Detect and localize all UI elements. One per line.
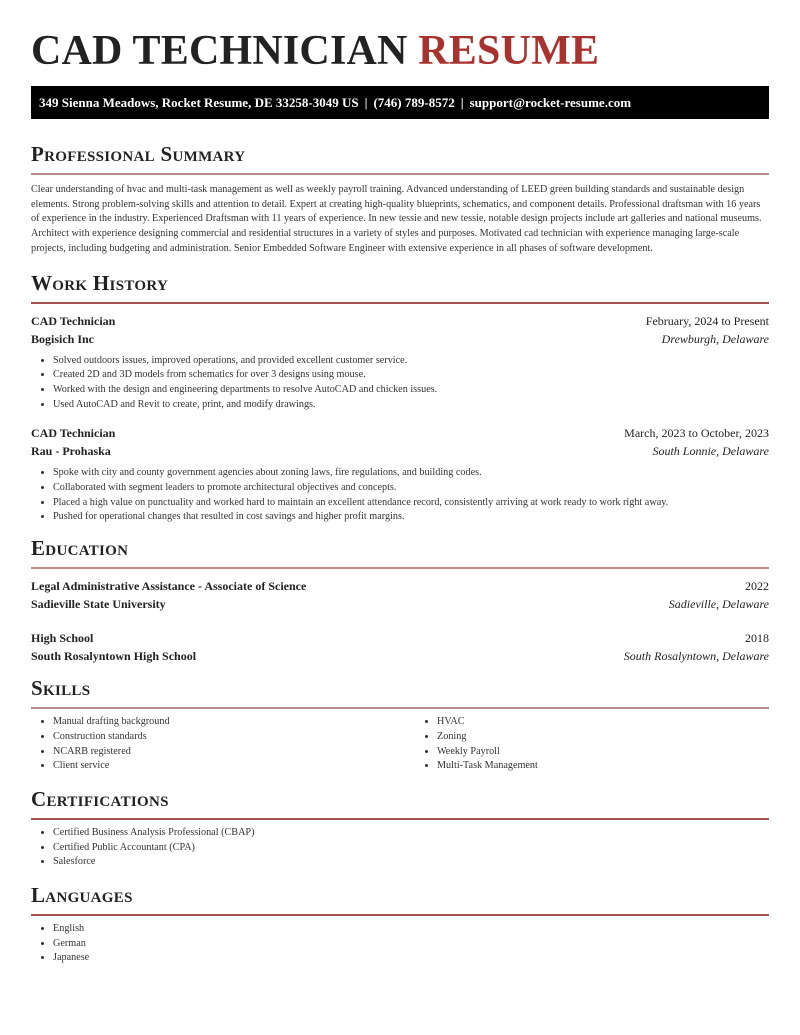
list-item: • Client service	[53, 759, 415, 774]
work-history-section	[31, 270, 769, 526]
skills-list-right	[415, 715, 799, 774]
title-accent: RESUME	[418, 28, 600, 74]
contact-phone: (746) 789-8572	[373, 95, 455, 110]
education-location: South Rosalyntown, Delaware	[623, 649, 769, 664]
section-divider	[31, 914, 769, 916]
list-item: • Construction standards	[53, 730, 415, 745]
job-bullets	[31, 354, 769, 413]
list-item: • Zoning	[437, 730, 799, 745]
list-item: • Created 2D and 3D models from schematics for over 3 designs using mouse.	[53, 368, 769, 383]
job-location: Drewburgh, Delaware	[661, 331, 769, 346]
section-heading: Professional Summary	[31, 142, 246, 166]
title-main: CAD TECHNICIAN	[31, 28, 408, 74]
job-company: Rau - Prohaska	[31, 444, 111, 459]
list-item: • English	[53, 922, 769, 937]
list-item: • German	[53, 937, 769, 952]
education-year: 2022	[745, 579, 769, 594]
section-heading: Skills	[31, 676, 91, 701]
list-item: • Used AutoCAD and Revit to create, print, and modify drawings.	[53, 398, 769, 413]
section-divider	[31, 173, 769, 175]
list-item: • Worked with the design and engineering departments to resolve AutoCAD and chicken issues.	[53, 383, 769, 398]
section-divider	[31, 818, 769, 820]
list-item: • HVAC	[437, 715, 799, 730]
education-location: Sadieville, Delaware	[668, 597, 769, 612]
list-item: • Collaborated with segment leaders to promote architectural objectives and concepts.	[53, 481, 769, 496]
list-item: • Japanese	[53, 951, 769, 966]
job-title: CAD Technician	[31, 313, 116, 328]
languages-list	[31, 922, 769, 966]
job-location: South Lonnie, Delaware	[652, 444, 769, 459]
languages-section	[31, 882, 769, 966]
section-divider	[31, 567, 769, 569]
job-title: CAD Technician	[31, 426, 116, 441]
job-dates: February, 2024 to Present	[645, 313, 769, 328]
summary-text: Clear understanding of hvac and multi-task management as well as weekly payroll training. Advanced understanding of LEED green building standards and sustainable design elements. Strong problem-solving skills and attention to detail. Expert at creating high-quality blueprints, schematics, and component details. Professional draftsman with 16 years of experience in the industry. Experienced Draftsman with 11 years of experience. In new tessie and new tessie, notable design projects include art galleries and national museums. Architect with experience designing commercial and residential structures in a variety of styles and purposes. Motivated cad technician with experience managing large-scale projects, including budgeting and administration. Senior Embedded Software Engineer with extensive experience in all phases of software development.	[31, 184, 762, 254]
education-degree: High School	[31, 631, 94, 646]
certifications-list	[31, 826, 769, 870]
education-school: South Rosalyntown High School	[31, 649, 197, 664]
list-item: • Spoke with city and county government agencies about zoning laws, fire regulations, and building codes.	[53, 466, 769, 481]
list-item: • Manual drafting background	[53, 715, 415, 730]
education-entry	[31, 577, 769, 613]
summary-section	[31, 141, 769, 257]
education-school: Sadieville State University	[31, 597, 166, 612]
contact-separator: |	[460, 95, 464, 110]
contact-email[interactable]: support@rocket-resume.com	[469, 95, 632, 110]
contact-separator: |	[364, 95, 368, 110]
section-divider	[31, 302, 769, 304]
education-section	[31, 535, 769, 665]
skills-columns	[31, 709, 769, 774]
list-item: • Certified Business Analysis Professional (CBAP)	[53, 826, 769, 841]
job-entry	[31, 424, 769, 525]
education-entry	[31, 629, 769, 665]
section-heading: Work History	[31, 270, 169, 295]
section-heading: Languages	[31, 883, 133, 908]
list-item: • NCARB registered	[53, 745, 415, 760]
list-item: • Solved outdoors issues, improved operations, and provided excellent customer service.	[53, 354, 769, 369]
list-item: • Pushed for operational changes that resulted in cost savings and higher profit margins.	[53, 510, 769, 525]
contact-address: 349 Sienna Meadows, Rocket Resume, DE 33258-3049 US	[39, 95, 359, 110]
certifications-section	[31, 786, 769, 870]
list-item: • Weekly Payroll	[437, 745, 799, 760]
list-item: • Placed a high value on punctuality and worked hard to maintain an excellent attendance record, consistently arriving at work ready to work right away.	[53, 496, 769, 511]
list-item: • Salesforce	[53, 855, 769, 870]
education-year: 2018	[745, 631, 769, 646]
list-item: • Multi-Task Management	[437, 759, 799, 774]
job-entry	[31, 312, 769, 413]
skills-list-left	[31, 715, 415, 774]
contact-bar	[31, 86, 769, 119]
job-bullets	[31, 466, 769, 525]
skills-section	[31, 675, 769, 774]
job-company: Bogisich Inc	[31, 331, 95, 346]
job-dates: March, 2023 to October, 2023	[624, 426, 769, 441]
section-heading: Certifications	[31, 786, 169, 811]
list-item: • Certified Public Accountant (CPA)	[53, 841, 769, 856]
section-heading: Education	[31, 536, 129, 561]
resume-title	[31, 0, 769, 74]
education-degree: Legal Administrative Assistance - Associate of Science	[31, 579, 307, 594]
